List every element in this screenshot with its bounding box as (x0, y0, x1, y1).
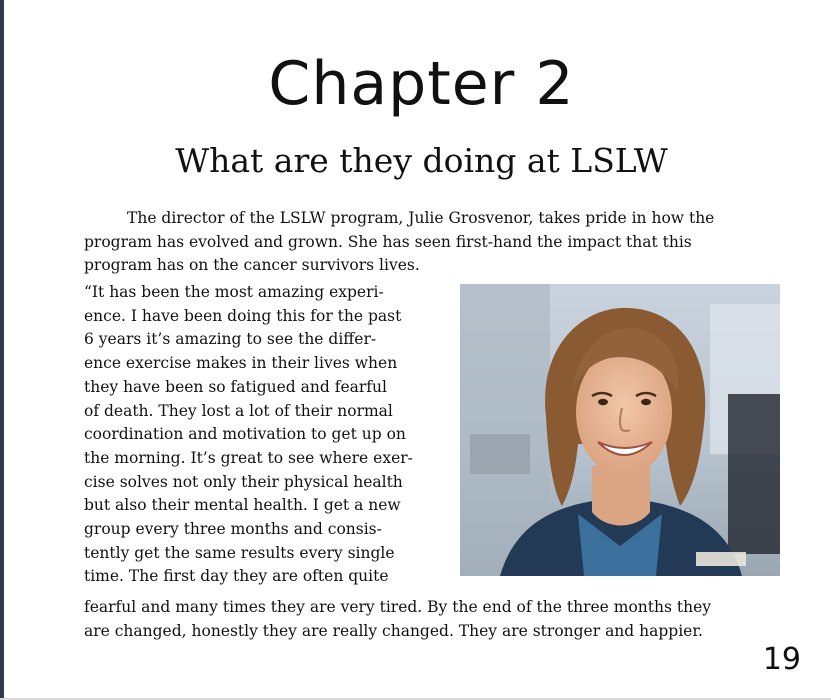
text-line: 6 years it’s amazing to see the differ- (84, 330, 377, 349)
portrait-photo (460, 284, 780, 576)
text-line: group every three months and consis- (84, 520, 382, 539)
chapter-title: Chapter 2 (268, 49, 575, 119)
text-line: are changed, honestly they are really changed. They are stronger and happier. (84, 621, 703, 640)
intro-paragraph (84, 207, 714, 278)
text-line: The director of the LSLW program, Julie Grosvenor, takes pride in how the (127, 209, 715, 227)
text-line: they have been so fatigued and fearful (84, 377, 387, 396)
closing-paragraph (84, 596, 711, 643)
text-line: but also their mental health. I get a new (84, 496, 401, 515)
text-line: ence. I have been doing this for the past (84, 306, 402, 325)
text-line: “It has been the most amazing experi- (84, 283, 384, 301)
text-line: program has on the cancer survivors lives. (84, 256, 420, 275)
text-line: time. The first day they are often quite (84, 567, 389, 586)
portrait-illustration (460, 284, 780, 576)
page-number: 19 (762, 642, 801, 677)
text-line: program has evolved and grown. She has seen first-hand the impact that this (84, 232, 692, 251)
text-line: of death. They lost a lot of their normal (84, 401, 393, 420)
text-line: coordination and motivation to get up on (84, 425, 406, 444)
chapter-subtitle: What are they doing at LSLW (175, 141, 668, 180)
text-line: the morning. It’s great to see where exer- (84, 448, 413, 467)
text-line: ence exercise makes in their lives when (84, 354, 398, 373)
text-line: cise solves not only their physical health (84, 472, 403, 491)
text-line: fearful and many times they are very tired. By the end of the three months they (84, 598, 712, 616)
quote-paragraph (84, 281, 456, 589)
text-line: tently get the same results every single (84, 543, 395, 562)
